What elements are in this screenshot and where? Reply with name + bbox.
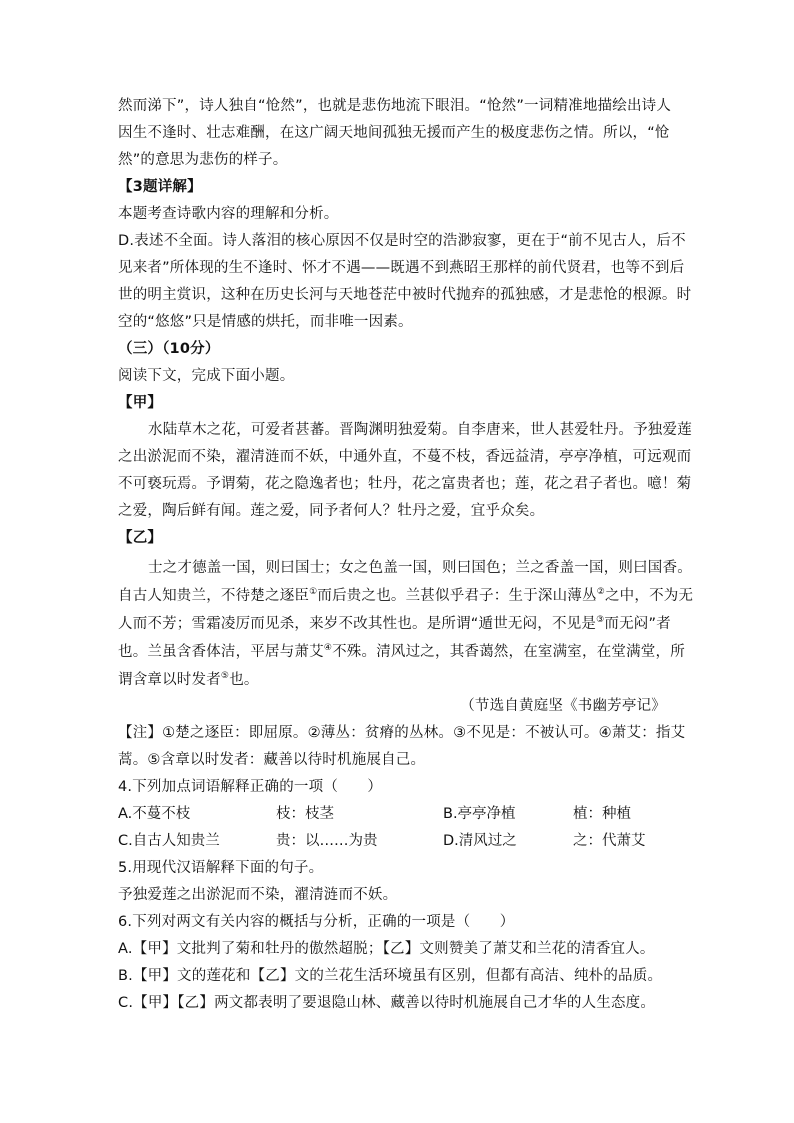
text-line: 予独爱莲之出淤泥而不染，濯清涟而不妖。 (118, 887, 398, 903)
text-line: 世的明主赏识，这种在历史长河与天地苍茫中被时代抛弃的孤独感，才是悲怆的根源。时 (118, 287, 692, 303)
notes-line: 蒿。⑤含章以时发者：藏善以待时机施展自己。 (118, 752, 426, 768)
text-line: 阅读下文，完成下面小题。 (118, 368, 295, 384)
question-5: 5.用现代汉语解释下面的句子。 (118, 860, 324, 876)
text-line: 士之才德盖一国，则曰国士；女之色盖一国，则曰国色；兰之香盖一国，则曰国香。 (148, 560, 692, 576)
text-line: 水陆草木之花，可爱者甚蕃。晋陶渊明独爱菊。自李唐来，世人甚爱牡丹。予独爱莲 (148, 422, 692, 438)
text-line: 人而不芳；雪霜凌厉而见杀，来岁不改其性也。是所谓“遁世无闷，不见是③而无闷”者 (118, 615, 671, 632)
notes-line: 【注】①楚之逐臣：即屈原。②薄丛：贫瘠的丛林。③不见是：不被认可。④萧艾：指艾 (118, 725, 686, 741)
footnote-marker: ① (309, 587, 318, 598)
text-line: 之出淤泥而不染，濯清涟而不妖，中通外直，不蔓不枝，香远益清，亭亭净植，可远观而 (118, 449, 692, 465)
option-a-word: A.不蔓不枝 (118, 806, 191, 822)
choice-b: B.【甲】文的莲花和【乙】文的兰花生活环境虽有区别，但都有高洁、纯朴的品质。 (118, 968, 663, 984)
source-citation: （节选自黄庭坚《书幽芳亭记》 (460, 698, 666, 714)
text-line: 然而涕下”，诗人独自“怆然”，也就是悲伤地流下眼泪。“怆然”一词精准地描绘出诗人 (118, 98, 672, 114)
text-line: 自古人知贵兰，不待楚之逐臣①而后贵之也。兰甚似乎君子：生于深山薄丛②之中，不为无 (118, 587, 694, 604)
text-line: 之爱，陶后鲜有闻。莲之爱，同予者何人？牡丹之爱，宜乎众矣。 (118, 503, 545, 519)
text-line: 谓含章以时发者⑤也。 (118, 671, 259, 688)
option-b-gloss: 植：种植 (573, 806, 631, 822)
option-c-gloss: 贵：以……为贵 (276, 833, 378, 849)
option-c-word: C.自古人知贵兰 (118, 833, 220, 849)
section-heading: 【3题详解】 (118, 179, 202, 195)
footnote-marker: ⑤ (220, 671, 230, 682)
option-b-word: B.亭亭净植 (443, 806, 516, 822)
text-line: 空的“悠悠”只是情感的烘托，而非唯一因素。 (118, 314, 413, 330)
text-line: 见来者”所体现的生不逢时、怀才不遇——既遇不到燕昭王那样的前代贤君，也等不到后 (118, 260, 685, 276)
text-line: 因生不逢时、壮志难酬，在这广阔天地间孤独无援而产生的极度悲伤之情。所以，“怆 (118, 125, 670, 141)
option-a-gloss: 枝：枝茎 (276, 806, 334, 822)
text-line: 不可亵玩焉。予谓菊，花之隐逸者也；牡丹，花之富贵者也；莲，花之君子者也。噫！菊 (118, 476, 692, 492)
question-6: 6.下列对两文有关内容的概括与分析，正确的一项是（ ） (118, 914, 515, 930)
footnote-marker: ④ (323, 643, 333, 654)
choice-a: A.【甲】文批判了菊和牡丹的傲然超脱；【乙】文则赞美了萧艾和兰花的清香宜人。 (118, 941, 655, 957)
passage-label-jia: 【甲】 (118, 395, 163, 411)
text-line: 本题考查诗歌内容的理解和分析。 (118, 206, 339, 222)
footnote-marker: ③ (596, 615, 605, 626)
passage-label-yi: 【乙】 (118, 530, 163, 546)
section-heading: （三）（10分） (118, 341, 220, 357)
text-line: D.表述不全面。诗人落泪的核心原因不仅是时空的浩渺寂寥，更在于“前不见古人，后不 (118, 233, 686, 249)
option-d-gloss: 之：代萧艾 (573, 833, 646, 849)
question-4: 4.下列加点词语解释正确的一项（ ） (118, 779, 383, 795)
option-d-word: D.清风过之 (443, 833, 517, 849)
text-line: 然”的意思为悲伤的样子。 (118, 152, 288, 168)
choice-c: C.【甲】【乙】两文都表明了要退隐山林、藏善以待时机施展自己才华的人生态度。 (118, 995, 656, 1011)
footnote-marker: ② (596, 587, 605, 598)
text-line: 也。兰虽含香体洁，平居与萧艾④不殊。清风过之，其香蔼然，在室满室，在堂满堂，所 (118, 643, 685, 660)
